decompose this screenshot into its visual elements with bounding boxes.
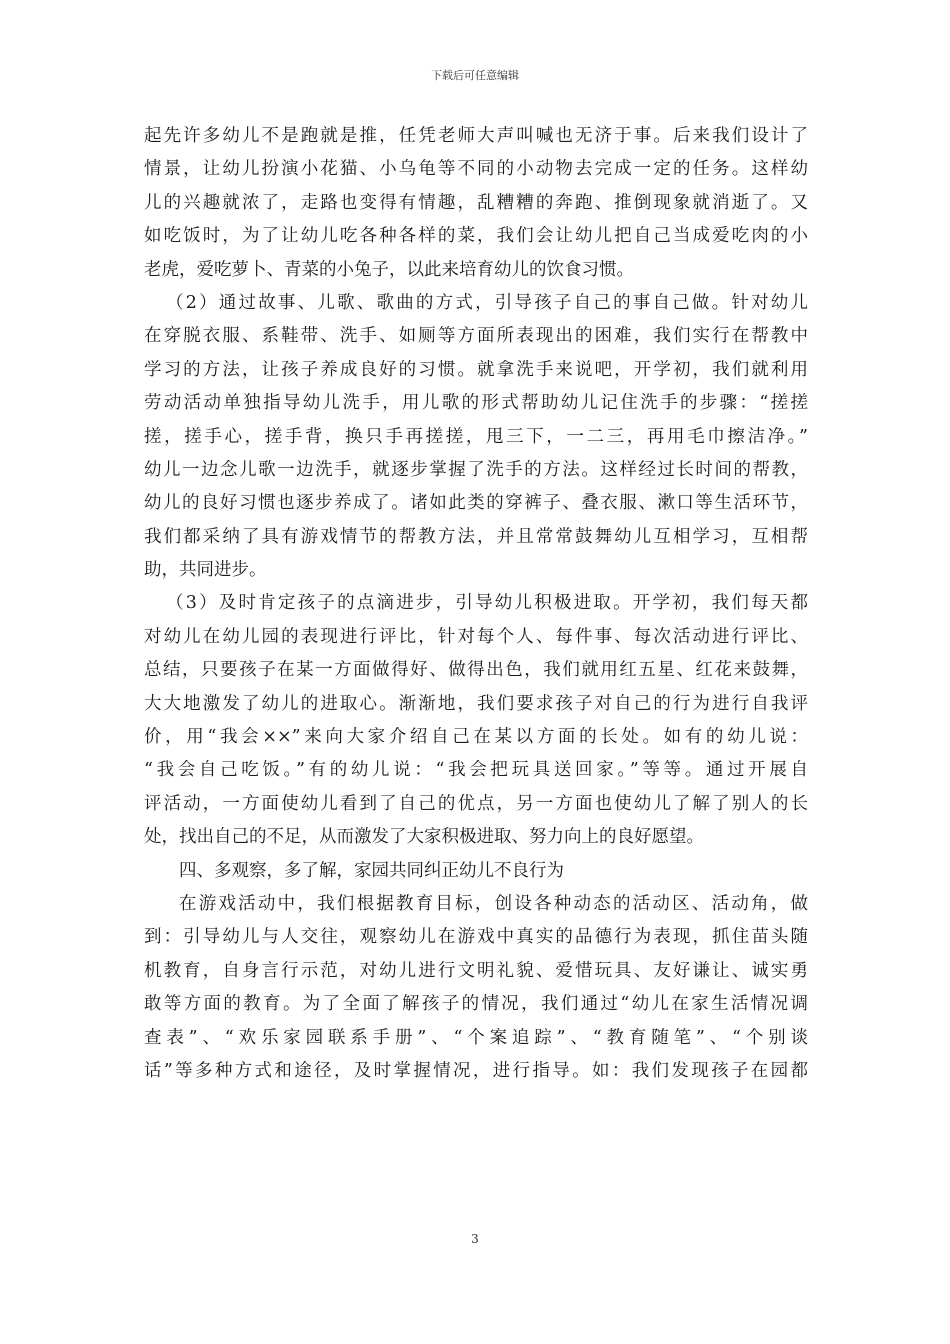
text-line: 价，用“我会××”来向大家介绍自己在某以方面的长处。如有的幼儿说： bbox=[144, 727, 808, 748]
text-line: 评活动，一方面使幼儿看到了自己的优点，另一方面也使幼儿了解了别人的长 bbox=[144, 793, 808, 814]
text-line: 总结，只要孩子在某一方面做得好、做得出色，我们就用红五星、红花来鼓舞， bbox=[144, 660, 808, 681]
text-line: 大大地激发了幼儿的进取心。渐渐地，我们要求孩子对自己的行为进行自我评 bbox=[144, 693, 808, 714]
page-number: 3 bbox=[471, 1232, 479, 1246]
text-line: 在穿脱衣服、系鞋带、洗手、如厕等方面所表现出的困难，我们实行在帮教中 bbox=[144, 326, 808, 347]
text-line: 敢等方面的教育。为了全面了解孩子的情况，我们通过“幼儿在家生活情况调 bbox=[144, 994, 808, 1015]
body-text bbox=[144, 120, 808, 1088]
text-line: 儿的兴趣就浓了，走路也变得有情趣，乱糟糟的奔跑、推倒现象就消逝了。又 bbox=[144, 192, 808, 213]
text-line: “我会自己吃饭。”有的幼儿说：“我会把玩具送回家。”等等。通过开展自 bbox=[144, 760, 808, 781]
text-line: 话”等多种方式和途径，及时掌握情况，进行指导。如：我们发现孩子在园都 bbox=[144, 1060, 808, 1081]
text-line: 老虎，爱吃萝卜、青菜的小兔子，以此来培育幼儿的饮食习惯。 bbox=[144, 259, 634, 280]
text-line: 我们都采纳了具有游戏情节的帮教方法，并且常常鼓舞幼儿互相学习，互相帮 bbox=[144, 526, 808, 547]
section-heading: 四、多观察，多了解，家园共同纠正幼儿不良行为 bbox=[179, 860, 564, 881]
text-line: 学习的方法，让孩子养成良好的习惯。就拿洗手来说吧，开学初，我们就利用 bbox=[144, 359, 808, 380]
page-header: 下载后可任意编辑 bbox=[431, 69, 519, 82]
text-line: 搓，搓手心，搓手背，换只手再搓搓，甩三下，一二三，再用毛巾擦洁净。” bbox=[144, 426, 808, 447]
text-line: （2）通过故事、儿歌、歌曲的方式，引导孩子自己的事自己做。针对幼儿 bbox=[166, 292, 808, 313]
text-line: 幼儿的良好习惯也逐步养成了。诸如此类的穿裤子、叠衣服、漱口等生活环节， bbox=[144, 493, 808, 514]
text-line: 对幼儿在幼儿园的表现进行评比，针对每个人、每件事、每次活动进行评比、 bbox=[144, 626, 808, 647]
text-line: 如吃饭时，为了让幼儿吃各种各样的菜，我们会让幼儿把自己当成爱吃肉的小 bbox=[144, 226, 808, 247]
text-line: 情景，让幼儿扮演小花猫、小乌龟等不同的小动物去完成一定的任务。这样幼 bbox=[144, 159, 808, 180]
text-line: （3）及时肯定孩子的点滴进步，引导幼儿积极进取。开学初，我们每天都 bbox=[166, 593, 808, 614]
text-line: 查表”、“欢乐家园联系手册”、“个案追踪”、“教育随笔”、“个别谈 bbox=[144, 1027, 808, 1048]
text-line: 助，共同进步。 bbox=[144, 560, 267, 581]
text-line: 处，找出自己的不足，从而激发了大家积极进取、努力向上的良好愿望。 bbox=[144, 827, 704, 848]
text-line: 劳动活动单独指导幼儿洗手，用儿歌的形式帮助幼儿记住洗手的步骤：“搓搓 bbox=[144, 393, 808, 414]
text-line: 幼儿一边念儿歌一边洗手，就逐步掌握了洗手的方法。这样经过长时间的帮教， bbox=[144, 459, 808, 480]
text-line: 起先许多幼儿不是跑就是推，任凭老师大声叫喊也无济于事。后来我们设计了 bbox=[144, 126, 808, 146]
text-line: 机教育，自身言行示范，对幼儿进行文明礼貌、爱惜玩具、友好谦让、诚实勇 bbox=[144, 960, 808, 981]
text-line: 在游戏活动中，我们根据教育目标，创设各种动态的活动区、活动角，做 bbox=[179, 893, 808, 914]
text-line: 到：引导幼儿与人交往，观察幼儿在游戏中真实的品德行为表现，抓住苗头随 bbox=[144, 927, 808, 948]
